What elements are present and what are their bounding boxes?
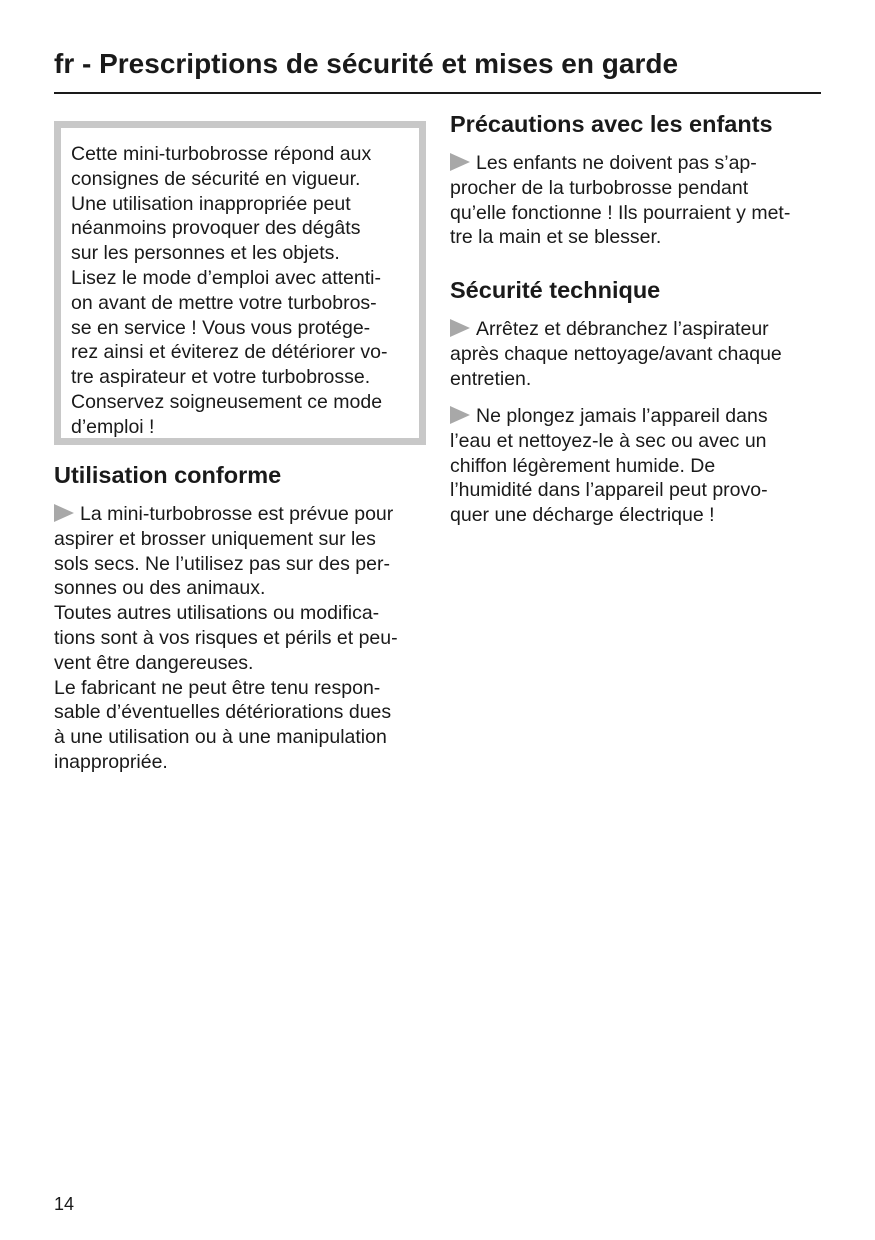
heading-precautions-enfants: Précautions avec les enfants: [450, 111, 773, 137]
securite-line: [450, 404, 822, 429]
safety-notice-line: se en service ! Vous vous protége-: [71, 316, 371, 339]
securite-item-2: [450, 404, 822, 528]
page-number: 14: [54, 1194, 75, 1214]
safety-notice-line: néanmoins provoquer des dégâts: [71, 217, 361, 240]
safety-notice-line: Conservez soigneusement ce mode: [71, 390, 383, 413]
utilisation-line: sols secs. Ne l’utilisez pas sur des per-: [54, 552, 390, 575]
securite-line: [450, 317, 822, 342]
safety-notice-line: tre aspirateur et votre turbobrosse.: [71, 366, 371, 389]
securite-line: entretien.: [450, 367, 532, 390]
bullet-triangle-icon: [450, 406, 470, 424]
securite-line: après chaque nettoyage/avant chaque: [450, 342, 782, 365]
utilisation-line: Toutes autres utilisations ou modifica-: [54, 602, 380, 625]
safety-notice-line: d’emploi !: [71, 415, 155, 438]
heading-securite-technique: Sécurité technique: [450, 277, 661, 303]
utilisation-line: inappropriée.: [54, 750, 168, 773]
enfants-line: qu’elle fonctionne ! Ils pourraient y met-: [450, 201, 791, 224]
enfants-line: [450, 151, 822, 176]
title-divider: [54, 92, 821, 94]
safety-notice-line: consignes de sécurité en vigueur.: [71, 167, 361, 190]
safety-notice-line: on avant de mettre votre turbobros-: [71, 291, 377, 314]
utilisation-line: Le fabricant ne peut être tenu respon-: [54, 676, 381, 699]
safety-notice-line: Une utilisation inappropriée peut: [71, 192, 351, 215]
utilisation-line: sable d’éventuelles détériorations dues: [54, 701, 392, 724]
safety-notice-text: [71, 142, 411, 440]
utilisation-line: aspirer et brosser uniquement sur les: [54, 527, 376, 550]
safety-notice-line: rez ainsi et éviterez de détériorer vo-: [71, 341, 388, 364]
bullet-triangle-icon: [450, 153, 470, 171]
bullet-triangle-icon: [450, 319, 470, 337]
enfants-line: procher de la turbobrosse pendant: [450, 176, 749, 199]
heading-utilisation-conforme: Utilisation conforme: [54, 462, 282, 488]
utilisation-line: à une utilisation ou à une manipulation: [54, 726, 387, 749]
enfants-line: tre la main et se blesser.: [450, 226, 662, 249]
securite-line: l’eau et nettoyez-le à sec ou avec un: [450, 429, 767, 452]
securite-line: l’humidité dans l’appareil peut provo-: [450, 479, 768, 502]
utilisation-paragraph: [54, 502, 434, 775]
utilisation-line: tions sont à vos risques et périls et peu-: [54, 626, 398, 649]
bullet-triangle-icon: [54, 504, 74, 522]
utilisation-line: [54, 502, 434, 527]
safety-notice-box: [54, 121, 426, 445]
enfants-paragraph: [450, 151, 822, 250]
securite-line: quer une décharge électrique !: [450, 504, 715, 527]
page-title: fr - Prescriptions de sécurité et mises en garde: [54, 48, 679, 79]
safety-notice-line: Lisez le mode d’emploi avec attenti-: [71, 266, 381, 289]
utilisation-line-text: La mini-turbobrosse est prévue pour: [80, 503, 394, 525]
utilisation-line: vent être dangereuses.: [54, 651, 254, 674]
safety-notice-line: Cette mini-turbobrosse répond aux: [71, 143, 372, 165]
utilisation-line: sonnes ou des animaux.: [54, 577, 266, 600]
securite-item-1: [450, 317, 822, 391]
securite-line-text: Arrêtez et débranchez l’aspirateur: [476, 318, 769, 340]
securite-line-text: Ne plongez jamais l’appareil dans: [476, 405, 768, 427]
securite-line: chiffon légèrement humide. De: [450, 454, 716, 477]
enfants-line-text: Les enfants ne doivent pas s’ap-: [476, 152, 757, 174]
safety-notice-line: sur les personnes et les objets.: [71, 242, 340, 265]
